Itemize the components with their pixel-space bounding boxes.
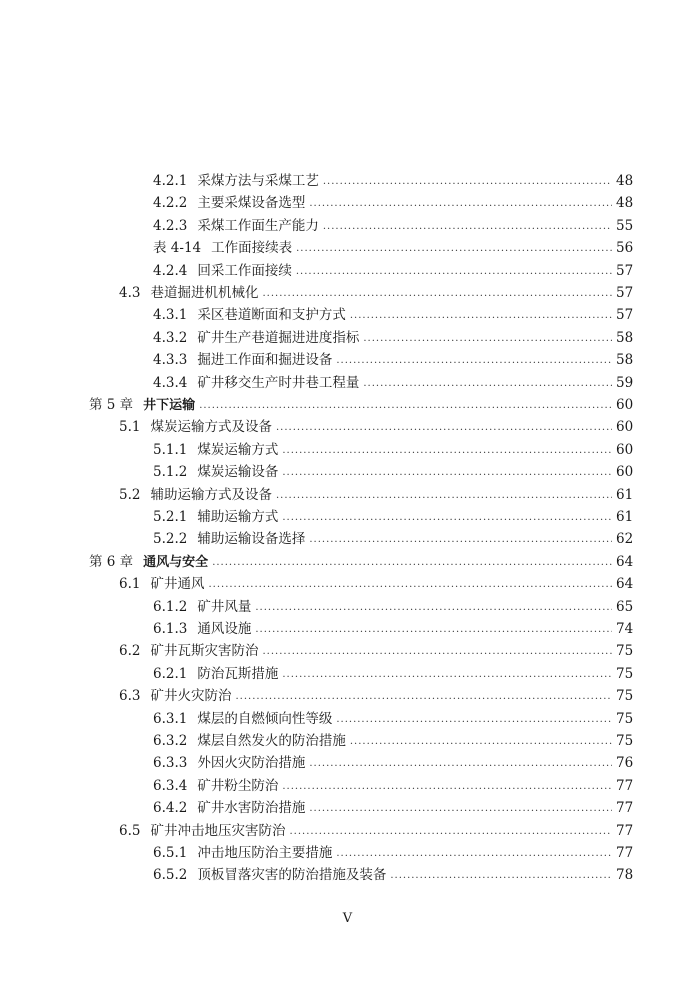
toc-entry-page: 65 (616, 598, 634, 615)
toc-leader-dots (282, 507, 612, 529)
toc-entry-number: 4.3.3 (153, 352, 188, 369)
toc-entry-page: 76 (616, 755, 634, 772)
toc-entry-title: 矿井粉尘防治 (197, 777, 279, 794)
toc-entry-page: 58 (616, 329, 634, 346)
toc-entry[interactable] (153, 304, 632, 326)
toc-entry-title: 辅助运输方式 (197, 509, 279, 525)
toc-entry-number: 4.3.1 (153, 307, 188, 324)
toc-entry-title: 工作面接续表 (211, 240, 293, 257)
toc-entry-number: 4.2.4 (153, 262, 188, 279)
toc-entry[interactable] (153, 170, 632, 192)
toc-entry-number: 5.1.1 (153, 441, 188, 458)
toc-entry-number: 5.1.2 (153, 464, 188, 481)
toc-entry[interactable] (119, 484, 632, 506)
toc-leader-dots (336, 843, 612, 865)
toc-entry-number: 6.1 (119, 576, 141, 593)
toc-leader-dots (323, 171, 612, 193)
toc-entry-page: 77 (616, 822, 634, 839)
toc-entry-number: 6.3.3 (153, 755, 188, 772)
toc-leader-dots (282, 462, 612, 484)
toc-leader-dots (199, 395, 612, 417)
toc-entry-title: 掘进工作面和掘进设备 (197, 352, 333, 369)
toc-entry-number: 5.2.1 (153, 509, 188, 525)
toc-entry-number: 第 6 章 (89, 553, 134, 570)
page-number: V (342, 911, 353, 926)
toc-leader-dots (276, 417, 612, 439)
toc-entry-number: 表 4-14 (153, 240, 202, 257)
toc-entry-page: 60 (616, 441, 634, 458)
toc-entry-number: 4.3.4 (153, 374, 188, 391)
toc-entry-page: 75 (616, 688, 634, 705)
toc-entry[interactable] (153, 237, 632, 259)
toc-entry[interactable] (153, 439, 632, 461)
toc-entry-page: 59 (616, 374, 634, 391)
toc-leader-dots (309, 798, 612, 820)
toc-entry-page: 56 (616, 240, 634, 257)
toc-leader-dots (309, 193, 612, 215)
toc-entry-page: 62 (616, 531, 634, 548)
toc-entry[interactable] (153, 864, 632, 886)
toc-entry-page: 57 (616, 262, 634, 279)
toc-entry-number: 6.3.2 (153, 733, 188, 749)
toc-entry[interactable] (153, 506, 632, 528)
toc-entry-title: 矿井水害防治措施 (197, 800, 306, 817)
toc-entry-page: 64 (616, 553, 634, 570)
toc-leader-dots (282, 776, 612, 798)
toc-entry-page: 75 (616, 733, 634, 749)
toc-entry-page: 75 (616, 665, 634, 682)
toc-entry-page: 77 (616, 800, 634, 817)
toc-leader-dots (282, 664, 612, 686)
toc-entry-page: 60 (616, 397, 634, 413)
toc-entry[interactable] (153, 842, 632, 864)
toc-entry-number: 6.2.1 (153, 665, 188, 682)
toc-leader-dots (208, 574, 612, 596)
toc-entry-number: 6.4.2 (153, 800, 188, 817)
toc-entry[interactable] (153, 215, 632, 237)
toc-entry-number: 6.3 (119, 688, 141, 705)
toc-entry-title: 主要采煤设备选型 (197, 195, 306, 212)
toc-entry-number: 6.3.1 (153, 710, 188, 727)
toc-entry-number: 6.5.1 (153, 845, 188, 861)
toc-entry-page: 58 (616, 352, 634, 369)
toc-entry-number: 6.2 (119, 643, 141, 660)
toc-entry-page: 61 (616, 509, 634, 525)
toc-leader-dots (350, 305, 612, 327)
toc-entry[interactable] (153, 192, 632, 214)
toc-entry-title: 矿井风量 (197, 598, 252, 615)
toc-entry[interactable] (153, 260, 632, 282)
toc-entry-page: 77 (616, 777, 634, 794)
toc-entry[interactable] (119, 282, 632, 304)
toc-entry[interactable] (153, 752, 632, 774)
toc-leader-dots (212, 552, 612, 574)
toc-entry-page: 61 (616, 486, 634, 503)
toc-entry-number: 6.3.4 (153, 777, 188, 794)
toc-entry-number: 5.2 (119, 486, 141, 503)
toc-leader-dots (296, 238, 612, 260)
toc-leader-dots (336, 709, 612, 731)
toc-leader-dots (363, 328, 612, 350)
toc-entry-number: 4.2.2 (153, 195, 188, 212)
toc-leader-dots (336, 350, 612, 372)
toc-leader-dots (276, 485, 612, 507)
toc-entry-title: 采煤工作面生产能力 (197, 217, 319, 234)
toc-leader-dots (262, 283, 612, 305)
toc-leader-dots (309, 529, 612, 551)
toc-entry-title: 矿井生产巷道掘进进度指标 (197, 329, 360, 346)
toc-entry-title: 辅助运输方式及设备 (150, 486, 272, 503)
toc-entry-title: 采区巷道断面和支护方式 (197, 307, 346, 324)
toc-leader-dots (235, 686, 612, 708)
toc-entry-title: 矿井瓦斯灾害防治 (150, 643, 259, 660)
toc-entry[interactable] (153, 461, 632, 483)
toc-entry-title: 回采工作面接续 (197, 262, 292, 279)
toc-entry[interactable] (119, 685, 632, 707)
toc-entry-title: 采煤方法与采煤工艺 (197, 173, 319, 189)
toc-entry[interactable] (153, 528, 632, 550)
toc-leader-dots (323, 216, 612, 238)
toc-entry-title: 矿井移交生产时井巷工程量 (197, 374, 360, 391)
toc-entry-page: 78 (616, 867, 634, 884)
toc-entry[interactable] (89, 394, 632, 416)
toc-entry[interactable] (89, 551, 632, 573)
toc-entry[interactable] (153, 663, 632, 685)
toc-entry-title: 井下运输 (143, 398, 196, 413)
toc-entry-page: 48 (616, 195, 634, 212)
toc-entry-title: 外因火灾防治措施 (197, 755, 306, 772)
toc-entry-number: 第 5 章 (89, 397, 134, 413)
toc-entry-title: 通风设施 (197, 621, 252, 637)
toc-entry-number: 4.3.2 (153, 329, 188, 346)
toc-entry-number: 6.5.2 (153, 867, 188, 884)
toc-entry-number: 6.5 (119, 822, 141, 839)
toc-entry[interactable] (153, 730, 632, 752)
toc-entry[interactable] (119, 640, 632, 662)
toc-entry-number: 6.1.2 (153, 598, 188, 615)
toc-entry-title: 煤炭运输方式及设备 (150, 419, 272, 436)
toc-entry-title: 矿井火灾防治 (150, 688, 232, 705)
toc-entry-title: 冲击地压防治主要措施 (197, 845, 333, 861)
toc-entry-title: 煤层的自燃倾向性等级 (197, 710, 333, 727)
toc-entry-number: 5.2.2 (153, 531, 188, 548)
toc-leader-dots (363, 373, 612, 395)
toc-entry-page: 64 (616, 576, 634, 593)
toc-entry-page: 60 (616, 464, 634, 481)
toc-entry-page: 74 (616, 621, 634, 637)
toc-entry-page: 57 (616, 307, 634, 324)
toc-entry-number: 6.1.3 (153, 621, 188, 637)
toc-entry-title: 顶板冒落灾害的防治措施及装备 (197, 867, 387, 884)
toc-entry-number: 4.3 (119, 285, 141, 301)
toc-entry[interactable] (119, 820, 632, 842)
toc-leader-dots (309, 753, 612, 775)
toc-entry-title: 辅助运输设备选择 (197, 531, 306, 548)
toc-entry[interactable] (119, 416, 632, 438)
toc-leader-dots (262, 641, 612, 663)
toc-entry-page: 77 (616, 845, 634, 861)
toc-entry[interactable] (153, 327, 632, 349)
toc-leader-dots (282, 440, 612, 462)
toc-entry[interactable] (153, 618, 632, 640)
toc-entry-page: 55 (616, 217, 634, 234)
toc-entry-title: 防治瓦斯措施 (197, 665, 279, 682)
toc-entry[interactable] (153, 349, 632, 371)
toc-leader-dots (296, 261, 612, 283)
toc-leader-dots (255, 619, 612, 641)
toc-entry-number: 5.1 (119, 419, 141, 436)
toc-entry-page: 75 (616, 643, 634, 660)
toc-entry-number: 4.2.1 (153, 173, 188, 189)
toc-leader-dots (350, 731, 612, 753)
toc-entry-title: 通风与安全 (143, 554, 209, 570)
toc-entry-page: 48 (616, 173, 634, 189)
toc-leader-dots (390, 865, 612, 887)
toc-entry-title: 矿井冲击地压灾害防治 (150, 822, 286, 839)
toc-entry-title: 煤层自然发火的防治措施 (197, 733, 346, 749)
toc-entry[interactable] (153, 775, 632, 797)
toc-entry-title: 煤炭运输设备 (197, 464, 279, 481)
toc-entry[interactable] (153, 708, 632, 730)
toc-entry[interactable] (119, 573, 632, 595)
toc-entry-title: 煤炭运输方式 (197, 441, 279, 458)
toc-entry-title: 巷道掘进机机械化 (150, 285, 259, 301)
toc-leader-dots (289, 821, 612, 843)
toc-entry-title: 矿井通风 (150, 576, 205, 593)
toc-entry-page: 57 (616, 285, 634, 301)
toc-entry-page: 75 (616, 710, 634, 727)
toc-entry[interactable] (153, 797, 632, 819)
toc-entry-number: 4.2.3 (153, 217, 188, 234)
toc-entry[interactable] (153, 596, 632, 618)
toc-entry-page: 60 (616, 419, 634, 436)
toc-leader-dots (255, 597, 612, 619)
toc-entry[interactable] (153, 372, 632, 394)
